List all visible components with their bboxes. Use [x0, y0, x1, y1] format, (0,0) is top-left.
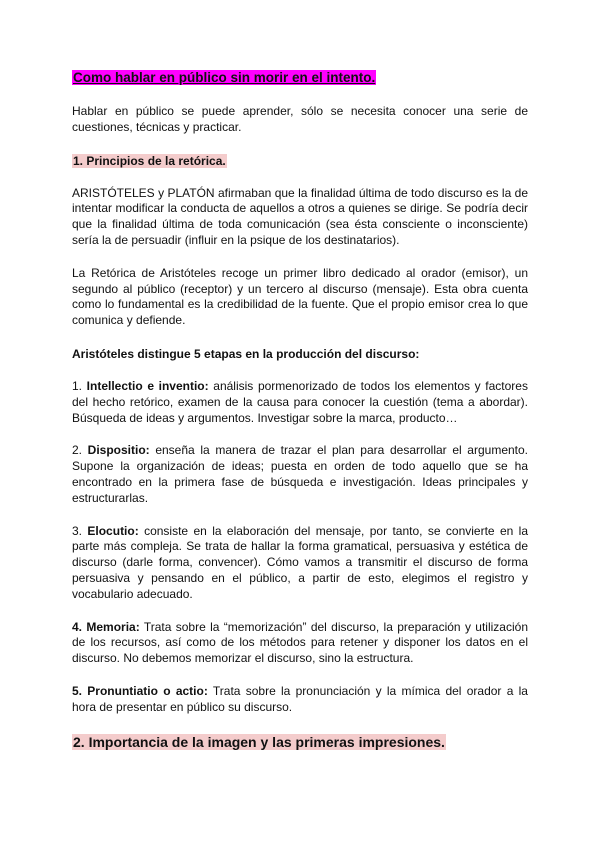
section1-heading-highlight: 1. Principios de la retórica. — [73, 153, 226, 168]
stages-subheading: Aristóteles distingue 5 etapas en la producción del discurso: — [72, 346, 420, 361]
document-title — [72, 70, 528, 86]
section1-paragraph-1: ARISTÓTELES y PLATÓN afirmaban que la finalidad última de todo discurso es la de intentar modificar la conducta de aquellos a otros a quienes se dirige. Se podría decir que la finalidad última de toda comunicación (sea ésta consciente o inconsciente) sería la de persuadir (influir en la psique de los destinatarios). — [72, 185, 528, 247]
section1-heading — [72, 153, 528, 169]
title-highlight: Como hablar en público sin morir en el intento. — [73, 70, 376, 85]
section2-heading — [72, 733, 528, 751]
stage-1-number: 1. — [72, 378, 87, 393]
stage-3-paragraph — [72, 524, 528, 603]
stage-5-text: Trata sobre la pronunciación y la mímica del orador a la hora de presentar en público su discurso. — [72, 683, 528, 714]
stage-4-text: Trata sobre la “memorización” del discurso, la preparación y utilización de los recursos, así como de los métodos para retener y disponer los datos en el discurso. No debemos memorizar el discurso, sino la estructura. — [72, 619, 528, 666]
stage-4-term: 4. Memoria: — [72, 619, 140, 634]
stage-1-text: análisis pormenorizado de todos los elementos y factores del hecho retórico, examen de la causa para conocer la cuestión (tema a abordar). Búsqueda de ideas y argumentos. Investigar sobre la marca, producto… — [72, 378, 528, 425]
stage-5-paragraph — [72, 684, 528, 716]
stage-3-number: 3. — [72, 523, 88, 538]
stage-1-paragraph — [72, 379, 528, 426]
stage-2-paragraph — [72, 443, 528, 506]
stage-2-number: 2. — [72, 443, 88, 458]
section1-paragraph-2: La Retórica de Aristóteles recoge un primer libro dedicado al orador (emisor), un segundo al público (receptor) y un tercero al discurso (mensaje). Esta obra cuenta como lo fundamental es la credibilidad de la fuente. Que el propio emisor crea lo que comunica y defiende. — [72, 265, 528, 328]
stage-2-text: enseña la manera de trazar el plan para desarrollar el argumento. Supone la organización de ideas; puesta en orden de todo aquello que se ha encontrado en la primera fase de búsqueda e investigación. Ideas principales y estructurarlas. — [72, 443, 529, 505]
stage-3-term: Elocutio: — [87, 523, 139, 538]
stage-2-term: Dispositio: — [87, 443, 150, 458]
stage-5-term: 5. Pronuntiatio o actio: — [72, 683, 208, 698]
stage-1-term: Intellectio e inventio: — [86, 378, 209, 393]
intro-paragraph: Hablar en público se puede aprender, sólo se necesita conocer una serie de cuestiones, técnicas y practicar. — [72, 104, 528, 134]
stage-3-text: consiste en la elaboración del mensaje, por tanto, se convierte en la parte más compleja. Se trata de hallar la forma gramatical, persuasiva y estética de discurso (darle forma, convencer). Cómo vamos a transmitir el discurso de forma persuasiva y pensando en el público, a partir de esto, elegimos el registro y vocabulario adecuado. — [72, 523, 529, 601]
stage-4-paragraph — [72, 620, 528, 667]
section2-heading-highlight: 2. Importancia de la imagen y las primeras impresiones. — [73, 733, 445, 750]
